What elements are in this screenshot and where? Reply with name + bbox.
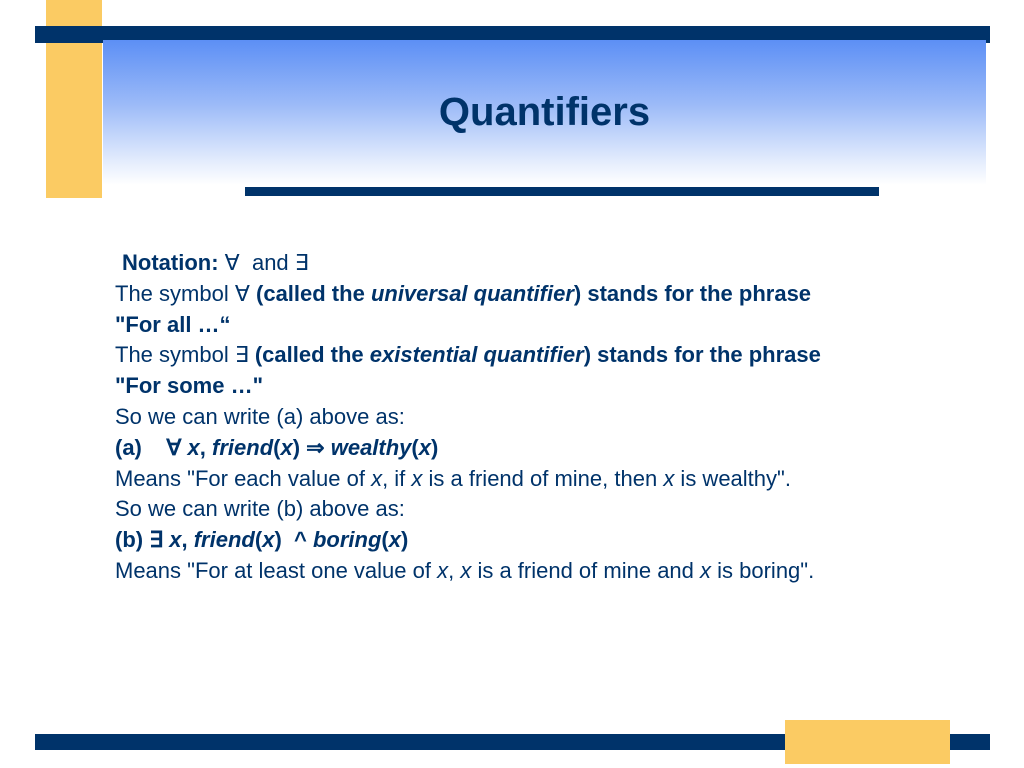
means-b-p4: is boring". [711, 557, 815, 583]
notation-line [115, 248, 975, 279]
forall-symbol: ∀ [224, 250, 240, 275]
formula-a-paren-open2: ( [411, 434, 419, 460]
universal-term: universal quantifier [370, 280, 574, 306]
formula-b [115, 525, 975, 556]
formula-b-sep: , [181, 527, 194, 553]
decorative-gold-block-bottom [785, 720, 950, 764]
existential-called-open: (called the [248, 342, 370, 368]
formula-b-arg2: x [388, 527, 401, 553]
universal-symbol: ∀ [234, 280, 250, 306]
notation-and: and [251, 250, 289, 275]
means-b-p3: is a friend of mine and [471, 557, 701, 583]
existential-line [115, 340, 975, 371]
formula-b-paren-close1: ) [274, 527, 282, 553]
means-a-x3: x [663, 465, 675, 491]
formula-b-paren-open2: ( [381, 527, 389, 553]
formula-b-paren-open1: ( [254, 527, 263, 553]
existential-called-close: ) stands for the phrase [583, 342, 821, 368]
universal-prefix: The symbol [115, 280, 235, 306]
formula-a-sep: , [199, 434, 213, 460]
formula-b-paren-close2: ) [400, 527, 409, 553]
formula-a-paren-close1: ) [292, 434, 301, 460]
means-a-x2: x [411, 465, 423, 491]
formula-a-label: (a) [115, 434, 142, 460]
exists-symbol: ∃ [294, 250, 309, 275]
formula-a-pred1: friend [212, 434, 274, 460]
formula-b-var: x [169, 527, 182, 553]
means-a-p3: is a friend of mine, then [422, 465, 664, 491]
universal-called-close: ) stands for the phrase [573, 280, 812, 306]
means-b-x2: x [460, 557, 472, 583]
formula-a-arg1: x [280, 434, 293, 460]
formula-a-var: x [187, 434, 200, 460]
universal-called-open: (called the [249, 280, 371, 306]
write-b-text: So we can write (b) above as: [115, 496, 405, 522]
formula-a-arg2: x [418, 434, 431, 460]
formula-b-pred2: boring [312, 527, 382, 553]
means-a-p2: , if [382, 465, 412, 491]
formula-b-arg1: x [262, 527, 275, 553]
existential-symbol: ∃ [234, 342, 249, 368]
means-b-p2: , [448, 557, 461, 583]
means-a-p1: Means "For each value of [115, 465, 372, 491]
slide-title: Quantifiers [438, 90, 651, 134]
slide-body [115, 248, 975, 587]
notation-label: Notation: [122, 250, 219, 275]
means-a-p4: is wealthy". [674, 465, 791, 491]
existential-prefix: The symbol [115, 342, 235, 368]
formula-b-operator: ^ [281, 527, 313, 553]
universal-line [115, 279, 975, 310]
formula-b-pred1: friend [193, 527, 255, 553]
means-b-x1: x [437, 557, 449, 583]
formula-a-paren-close2: ) [431, 434, 439, 460]
means-a [115, 464, 975, 495]
title-underline [245, 187, 879, 196]
formula-b-label: (b) [115, 527, 144, 553]
means-a-x1: x [371, 465, 383, 491]
formula-a-paren-open1: ( [273, 434, 281, 460]
formula-b-quantifier: ∃ [149, 527, 164, 553]
means-b-p1: Means "For at least one value of [115, 557, 438, 583]
means-b-x3: x [700, 557, 712, 583]
write-a-text: So we can write (a) above as: [115, 403, 405, 429]
existential-term: existential quantifier [369, 342, 584, 368]
formula-a-pred2: wealthy [330, 434, 412, 460]
formula-a-quantifier: ∀ [166, 434, 182, 460]
means-b [115, 556, 975, 587]
universal-phrase: "For all …“ [115, 311, 231, 337]
existential-phrase: "For some …" [115, 373, 263, 399]
formula-a [115, 433, 975, 464]
formula-a-operator: ⇒ [300, 434, 331, 460]
